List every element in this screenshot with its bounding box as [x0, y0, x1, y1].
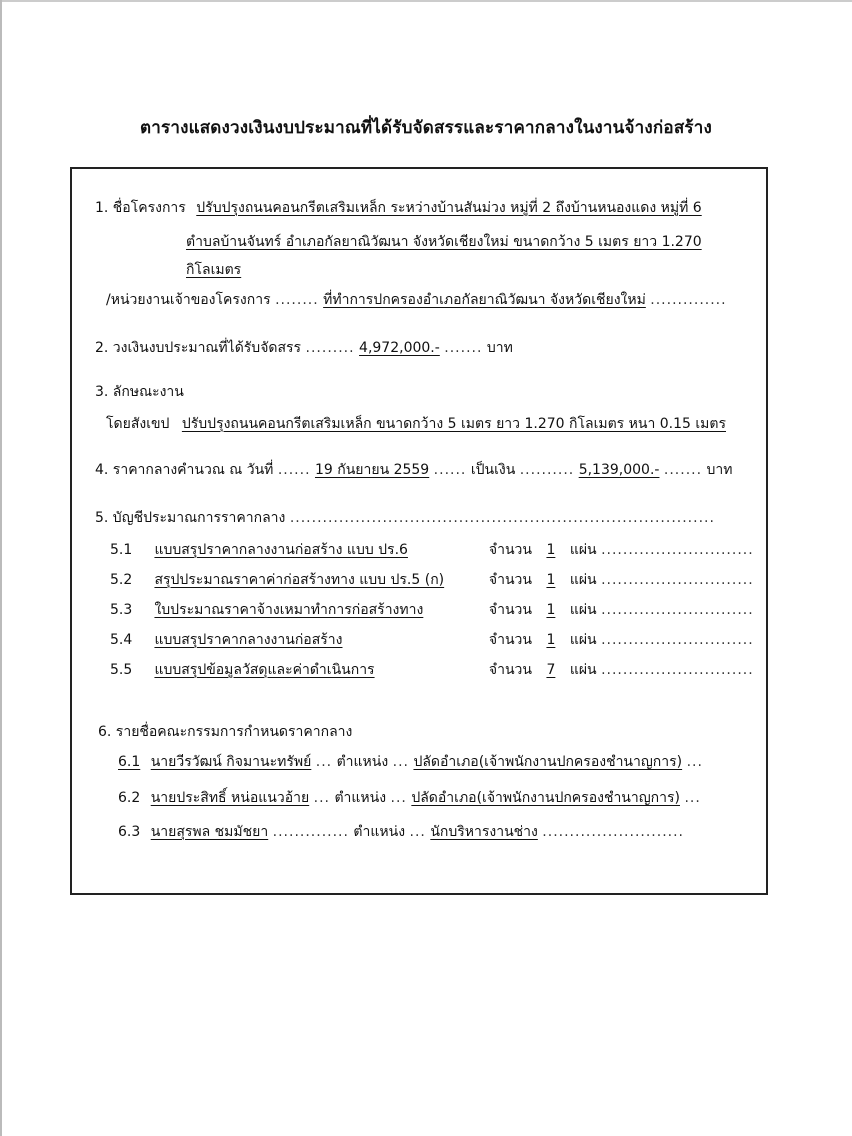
account-item-trailer: ............................: [601, 632, 754, 648]
owner-value: ที่ทำการปกครองอำเภอกัลยาณิวัฒนา จังหวัดเชียงใหม่: [323, 292, 646, 308]
member-position-label: ตำแหน่ง: [336, 754, 389, 770]
account-item-qty: 1: [546, 632, 556, 648]
member-name: นายสุรพล ชมมัชยา: [150, 824, 269, 840]
account-item-no: 5.4: [110, 632, 133, 648]
member-position-label: ตำแหน่ง: [353, 824, 406, 840]
owner-trailer: ..............: [650, 292, 727, 308]
account-item: [110, 600, 754, 620]
project-label: 1. ชื่อโครงการ: [95, 200, 186, 216]
account-item: [110, 570, 754, 590]
document-title: ตารางแสดงวงเงินงบประมาณที่ได้รับจัดสรรและราคากลางในงานจ้างก่อสร้าง: [140, 118, 712, 138]
median-amount-label: เป็นเงิน: [470, 462, 516, 478]
account-item-qty-label: จำนวน: [488, 632, 532, 648]
account-item-qty-label: จำนวน: [488, 662, 532, 678]
project-line-2: [186, 232, 702, 252]
account-item-trailer: ............................: [601, 542, 754, 558]
account-item-qty: 1: [546, 542, 556, 558]
member-position-leader: ...: [390, 790, 407, 806]
member-name: นายประสิทธิ์ หน่อแนวอ้าย: [150, 790, 310, 806]
committee-member: [118, 752, 703, 772]
account-item-name: แบบสรุปราคากลางงานก่อสร้าง: [154, 632, 343, 648]
member-leader: ..............: [272, 824, 349, 840]
project-name-2: ตำบลบ้านจันทร์ อำเภอกัลยาณิวัฒนา จังหวัดเชียงใหม่ ขนาดกว้าง 5 เมตร ยาว 1.270: [186, 234, 702, 250]
budget-leader: .........: [305, 340, 355, 356]
project-name-1: ปรับปรุงถนนคอนกรีตเสริมเหล็ก ระหว่างบ้านสันม่วง หมู่ที่ 2 ถึงบ้านหนองแดง หมู่ที่ 6: [196, 200, 702, 216]
member-no: 6.1: [118, 754, 141, 770]
account-item-name: แบบสรุปข้อมูลวัสดุและค่าดำเนินการ: [154, 662, 375, 678]
account-item: [110, 630, 754, 650]
member-trailer: ..........................: [542, 824, 685, 840]
member-position-leader: ...: [409, 824, 426, 840]
member-leader: ...: [313, 790, 330, 806]
account-item-qty-label: จำนวน: [488, 572, 532, 588]
member-no: 6.2: [118, 790, 141, 806]
project-owner-line: [106, 290, 727, 310]
account-item-qty: 1: [546, 572, 556, 588]
account-item-qty-label: จำนวน: [488, 542, 532, 558]
median-date-leader: ......: [277, 462, 311, 478]
account-item-unit: แผ่น: [569, 542, 597, 558]
member-leader: ...: [315, 754, 333, 770]
accounts-label: 5. บัญชีประมาณการราคากลาง: [95, 510, 286, 526]
committee-heading: [98, 722, 352, 742]
account-item-trailer: ............................: [601, 662, 754, 678]
work-label: 3. ลักษณะงาน: [95, 384, 184, 400]
work-summary-line: [106, 414, 726, 434]
account-item: [110, 540, 754, 560]
member-position-leader: ...: [392, 754, 410, 770]
owner-leader: ........: [275, 292, 319, 308]
account-item-unit: แผ่น: [569, 602, 597, 618]
work-summary-value: ปรับปรุงถนนคอนกรีตเสริมเหล็ก ขนาดกว้าง 5 เมตร ยาว 1.270 กิโลเมตร หนา 0.15 เมตร: [181, 416, 726, 432]
budget-label: 2. วงเงินงบประมาณที่ได้รับจัดสรร: [95, 340, 302, 356]
account-item-trailer: ............................: [601, 572, 754, 588]
account-item-no: 5.3: [110, 602, 133, 618]
account-item-name: แบบสรุปราคากลางงานก่อสร้าง แบบ ปร.6: [154, 542, 408, 558]
member-position-label: ตำแหน่ง: [334, 790, 387, 806]
work-heading: [95, 382, 184, 402]
committee-member: [118, 788, 701, 808]
project-name-3: กิโลเมตร: [186, 262, 242, 278]
account-item-no: 5.5: [110, 662, 133, 678]
project-line-3: [186, 260, 241, 280]
accounts-leader: ..............................................................................: [289, 510, 715, 526]
budget-unit: บาท: [486, 340, 513, 356]
work-summary-label: โดยสังเขป: [106, 416, 170, 432]
account-item-qty-label: จำนวน: [488, 602, 532, 618]
account-item-trailer: ............................: [601, 602, 754, 618]
account-item: [110, 660, 754, 680]
content-frame: [70, 167, 768, 895]
account-item-unit: แผ่น: [569, 632, 597, 648]
member-name: นายวีรวัฒน์ กิจมานะทรัพย์: [150, 754, 312, 770]
member-trailer: ...: [684, 790, 701, 806]
median-price-line: [95, 460, 733, 480]
account-item-unit: แผ่น: [569, 572, 597, 588]
account-item-unit: แผ่น: [569, 662, 597, 678]
median-label: 4. ราคากลางคำนวณ ณ วันที่: [95, 462, 274, 478]
budget-value: 4,972,000.-: [359, 340, 440, 356]
committee-member: [118, 822, 684, 842]
owner-label: /หน่วยงานเจ้าของโครงการ: [106, 292, 271, 308]
budget-trailer: .......: [444, 340, 483, 356]
page-left-edge: [0, 0, 2, 1136]
account-item-name: สรุปประมาณราคาค่าก่อสร้างทาง แบบ ปร.5 (ก): [154, 572, 445, 588]
member-no: 6.3: [118, 824, 141, 840]
account-item-no: 5.1: [110, 542, 133, 558]
median-amount-trailer: .......: [663, 462, 703, 478]
page-top-edge: [0, 0, 852, 2]
member-trailer: ...: [686, 754, 703, 770]
median-unit: บาท: [706, 462, 733, 478]
median-date-trailer: ......: [433, 462, 467, 478]
member-position: นักบริหารงานช่าง: [430, 824, 538, 840]
median-date: 19 กันยายน 2559: [314, 462, 430, 478]
median-amount-leader: ..........: [519, 462, 575, 478]
median-amount: 5,139,000.-: [578, 462, 660, 478]
account-item-no: 5.2: [110, 572, 133, 588]
member-position: ปลัดอำเภอ(เจ้าพนักงานปกครองชำนาญการ): [411, 790, 680, 806]
account-item-name: ใบประมาณราคาจ้างเหมาทำการก่อสร้างทาง: [154, 602, 424, 618]
account-item-qty: 7: [546, 662, 556, 678]
accounts-heading: [95, 508, 715, 528]
project-line-1: [95, 198, 702, 218]
member-position: ปลัดอำเภอ(เจ้าพนักงานปกครองชำนาญการ): [413, 754, 683, 770]
account-item-qty: 1: [546, 602, 556, 618]
budget-line: [95, 338, 513, 358]
committee-label: 6. รายชื่อคณะกรรมการกำหนดราคากลาง: [98, 724, 353, 740]
